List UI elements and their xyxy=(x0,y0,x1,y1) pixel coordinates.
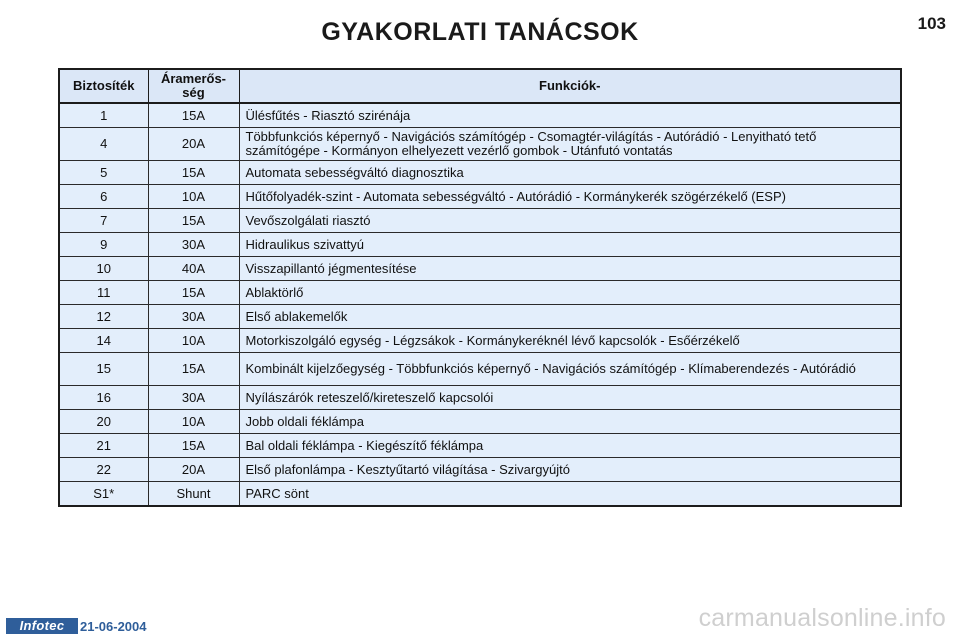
table-row xyxy=(59,103,901,128)
table-row xyxy=(59,482,901,507)
column-header-amperage xyxy=(148,69,239,103)
page-number: 103 xyxy=(917,14,946,33)
column-header-functions: Funkciók- xyxy=(239,69,901,103)
publisher-logo: Infotec xyxy=(6,618,78,634)
amperage-cell: Shunt xyxy=(148,482,239,507)
fuse-number-cell: 21 xyxy=(59,434,148,458)
table-row xyxy=(59,434,901,458)
fuse-number-cell: 5 xyxy=(59,161,148,185)
amperage-cell: 15A xyxy=(148,103,239,128)
function-cell: PARC sönt xyxy=(239,482,901,507)
column-header-fuse: Biztosíték xyxy=(59,69,148,103)
amperage-cell: 10A xyxy=(148,329,239,353)
function-cell: Automata sebességváltó diagnosztika xyxy=(239,161,901,185)
table-row xyxy=(59,257,901,281)
table-row xyxy=(59,209,901,233)
amperage-cell: 20A xyxy=(148,128,239,161)
amperage-cell: 10A xyxy=(148,185,239,209)
function-cell: Nyílászárók reteszelő/kireteszelő kapcsolói xyxy=(239,386,901,410)
table-row xyxy=(59,305,901,329)
amperage-cell: 15A xyxy=(148,161,239,185)
table-header-row xyxy=(59,69,901,103)
fuse-number-cell: 15 xyxy=(59,353,148,386)
function-cell: Jobb oldali féklámpa xyxy=(239,410,901,434)
function-cell: Visszapillantó jégmentesítése xyxy=(239,257,901,281)
fuse-number-cell: 4 xyxy=(59,128,148,161)
table-row xyxy=(59,161,901,185)
print-date: 21-06-2004 xyxy=(80,619,147,634)
amperage-cell: 15A xyxy=(148,353,239,386)
amperage-cell: 30A xyxy=(148,386,239,410)
watermark: carmanualsonline.info xyxy=(698,604,946,632)
fuse-table xyxy=(58,68,902,507)
function-cell: Ablaktörlő xyxy=(239,281,901,305)
table-row xyxy=(59,128,901,161)
page-title: GYAKORLATI TANÁCSOK xyxy=(321,18,639,46)
table-row xyxy=(59,185,901,209)
fuse-number-cell: 6 xyxy=(59,185,148,209)
amperage-cell: 40A xyxy=(148,257,239,281)
fuse-number-cell: 11 xyxy=(59,281,148,305)
function-cell: Hidraulikus szivattyú xyxy=(239,233,901,257)
fuse-number-cell: S1* xyxy=(59,482,148,507)
amperage-cell: 20A xyxy=(148,458,239,482)
function-cell: Kombinált kijelzőegység - Többfunkciós képernyő - Navigációs számítógép - Klímaberendezés - Autórádió xyxy=(239,353,901,386)
table-row xyxy=(59,233,901,257)
function-cell: Motorkiszolgáló egység - Légzsákok - Kormánykeréknél lévő kapcsolók - Esőérzékelő xyxy=(239,329,901,353)
amperage-cell: 15A xyxy=(148,209,239,233)
amperage-cell: 10A xyxy=(148,410,239,434)
fuse-number-cell: 14 xyxy=(59,329,148,353)
fuse-number-cell: 9 xyxy=(59,233,148,257)
table-row xyxy=(59,410,901,434)
fuse-number-cell: 20 xyxy=(59,410,148,434)
column-header-amperage-label: Áramerős-ség xyxy=(160,71,227,100)
function-cell: Ülésfűtés - Riasztó szirénája xyxy=(239,103,901,128)
fuse-number-cell: 22 xyxy=(59,458,148,482)
function-cell: Vevőszolgálati riasztó xyxy=(239,209,901,233)
table-row xyxy=(59,353,901,386)
function-cell: Első ablakemelők xyxy=(239,305,901,329)
fuse-number-cell: 10 xyxy=(59,257,148,281)
amperage-cell: 15A xyxy=(148,281,239,305)
fuse-number-cell: 16 xyxy=(59,386,148,410)
function-cell: Első plafonlámpa - Kesztyűtartó világítása - Szivargyújtó xyxy=(239,458,901,482)
amperage-cell: 30A xyxy=(148,305,239,329)
table-row xyxy=(59,329,901,353)
table-row xyxy=(59,281,901,305)
function-cell: Bal oldali féklámpa - Kiegészítő féklámpa xyxy=(239,434,901,458)
fuse-number-cell: 7 xyxy=(59,209,148,233)
amperage-cell: 30A xyxy=(148,233,239,257)
amperage-cell: 15A xyxy=(148,434,239,458)
function-cell: Többfunkciós képernyő - Navigációs számítógép - Csomagtér-világítás - Autórádió - Lenyitható tető számítógépe - Kormányon elhelyezett vezérlő gombok - Utánfutó vontatás xyxy=(239,128,901,161)
fuse-number-cell: 1 xyxy=(59,103,148,128)
table-body xyxy=(59,103,901,506)
fuse-number-cell: 12 xyxy=(59,305,148,329)
table-row xyxy=(59,386,901,410)
function-cell: Hűtőfolyadék-szint - Automata sebességváltó - Autórádió - Kormánykerék szögérzékelő (ESP) xyxy=(239,185,901,209)
table-row xyxy=(59,458,901,482)
